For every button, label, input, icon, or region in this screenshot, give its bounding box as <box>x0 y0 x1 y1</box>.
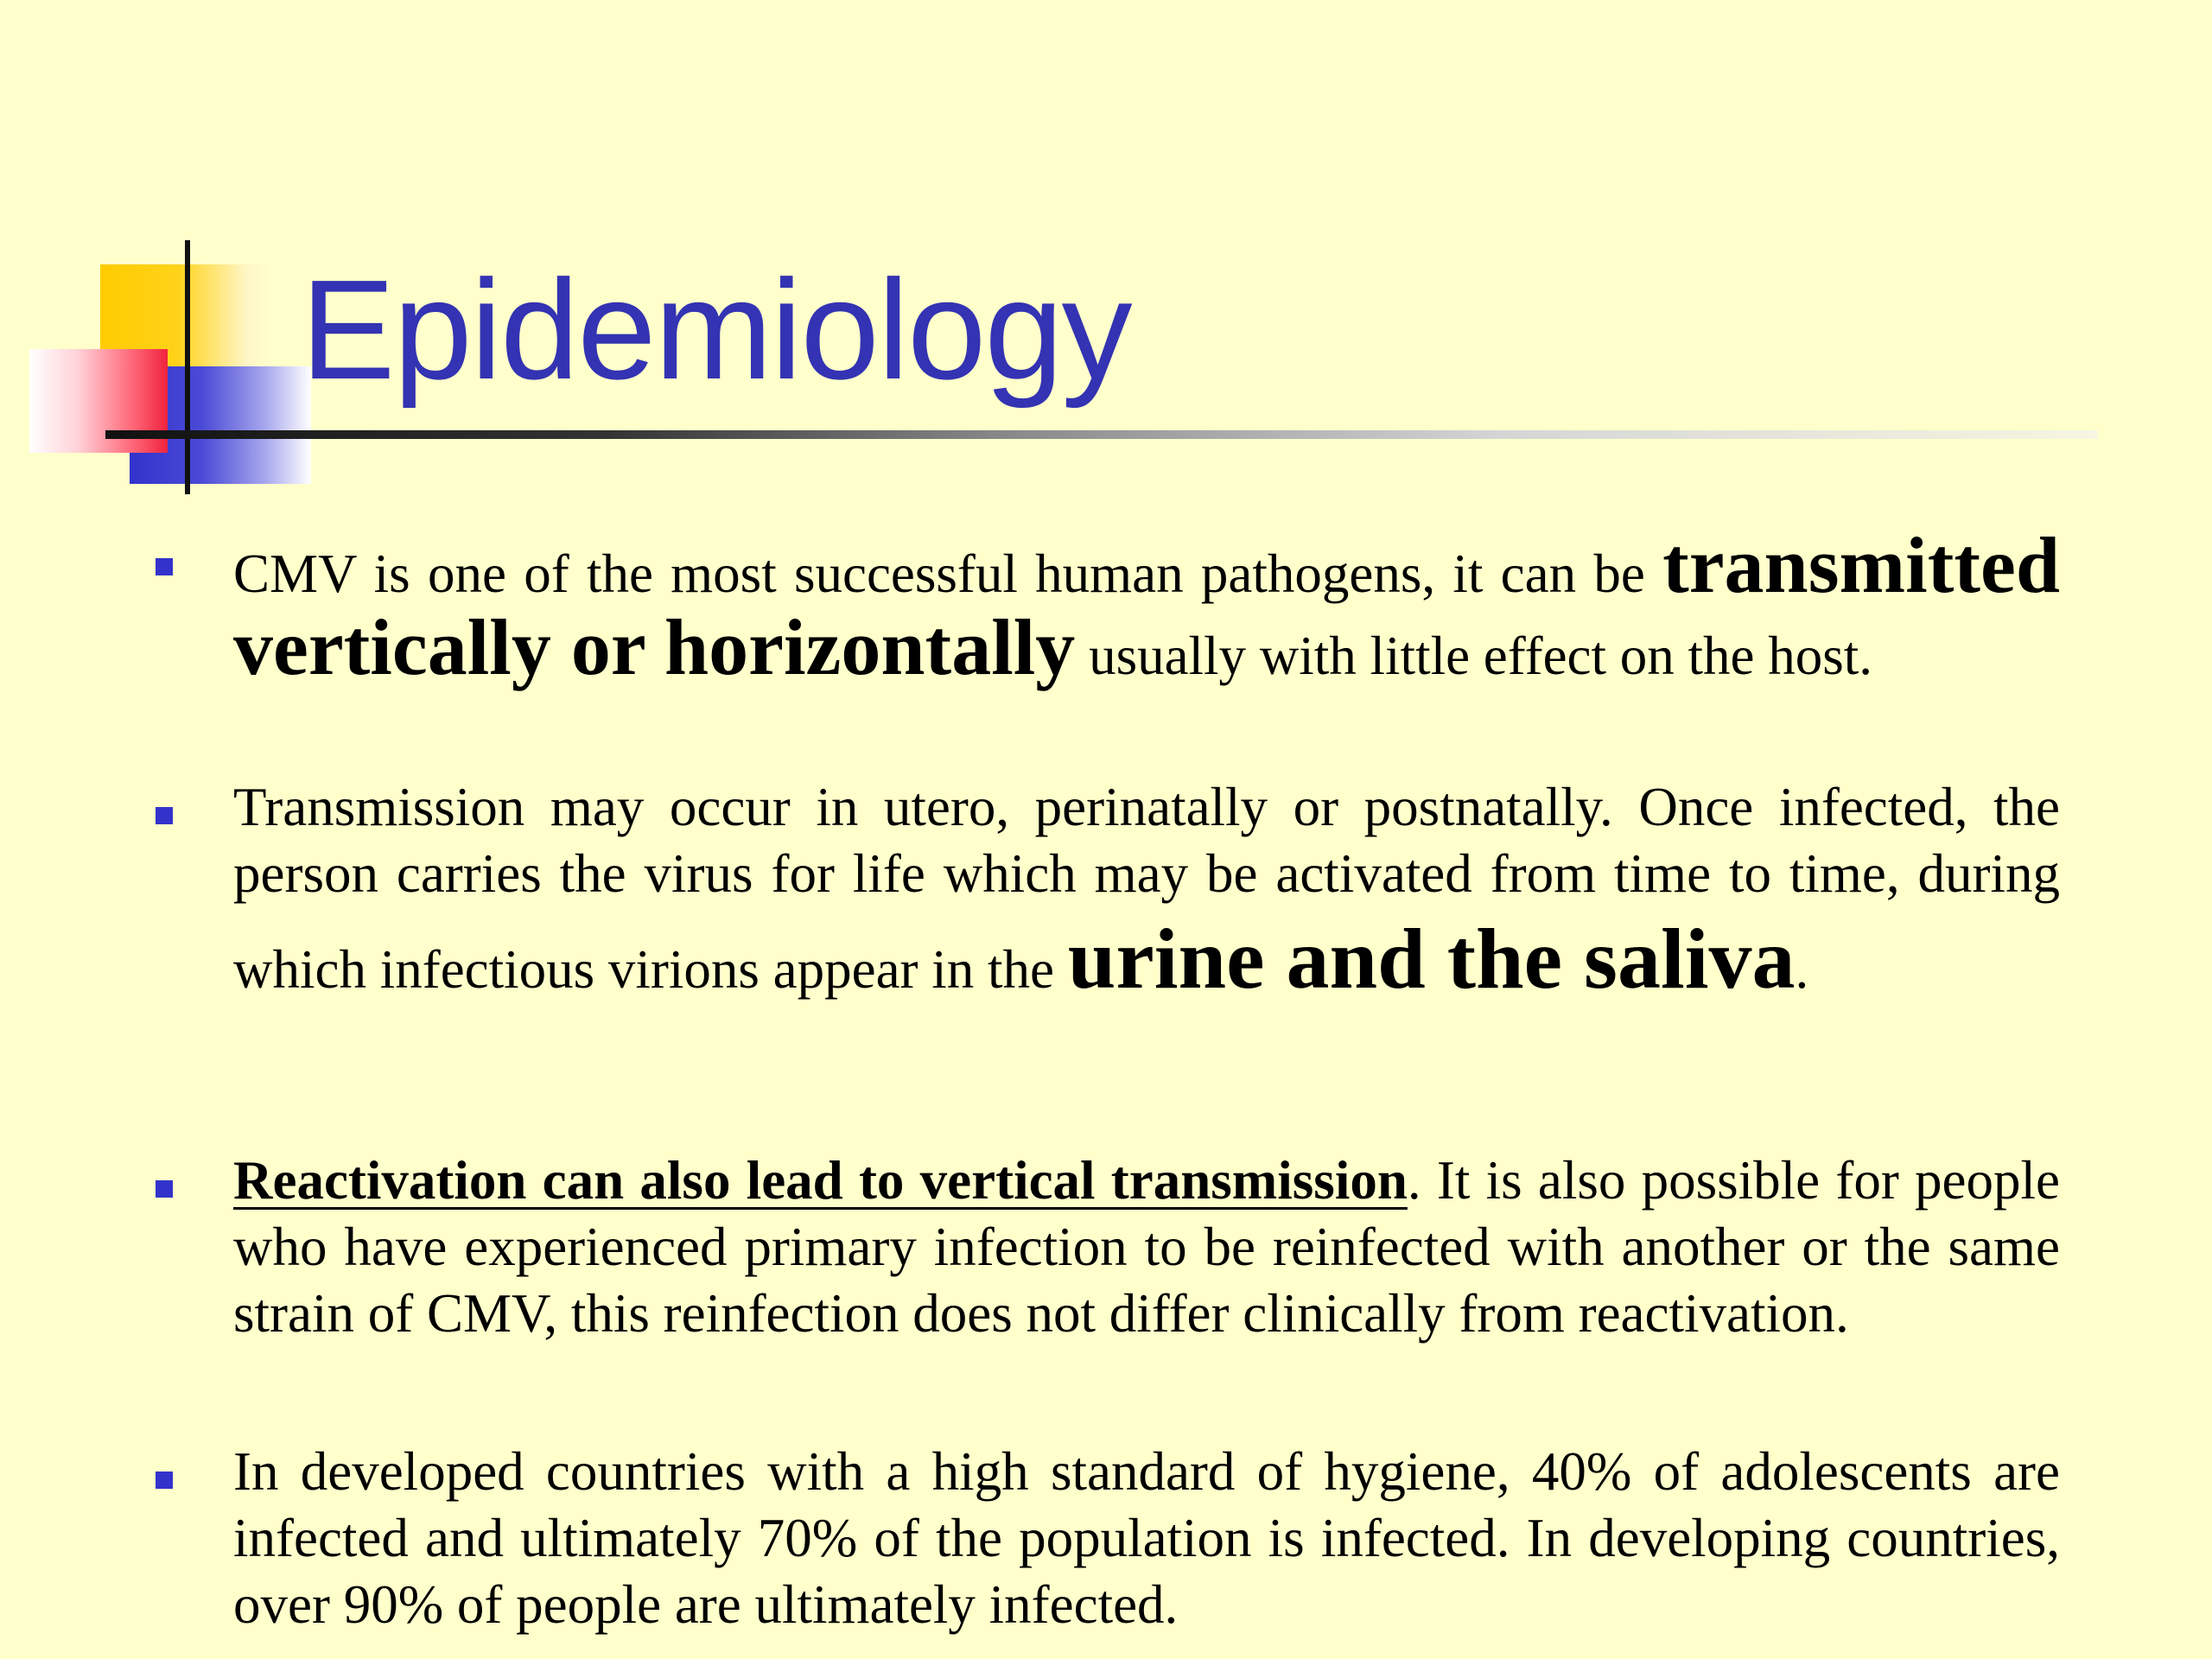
bullet-emphasis: Reactivation can also lead to vertical transmission <box>233 1150 1408 1211</box>
bullet-item <box>233 1147 2060 1347</box>
title-underline-rule <box>105 430 2098 439</box>
bullet-text: In developed countries with a high standard of hygiene, 40% of adolescents are infected and ultimately 70% of the population is infected. In developing countries, over 90% of people are ultimately infected. <box>233 1441 2060 1635</box>
bullet-item <box>233 774 2060 1011</box>
bullet-item <box>233 1439 2060 1638</box>
decor-vertical-line <box>185 240 190 494</box>
square-bullet-icon <box>156 1471 173 1489</box>
bullet-text: . <box>1795 939 1809 1000</box>
slide-title: Epidemiology <box>301 251 1131 409</box>
square-bullet-icon <box>156 1180 173 1198</box>
bullet-text: Transmission may occur in utero, perinatally or postnatally. Once infected, the person carries the virus for life which may be activated from time to time, during which infectious virions appear in the <box>233 777 2060 1000</box>
square-bullet-icon <box>156 807 173 824</box>
bullet-text: CMV is one of the most successful human pathogens, it can be <box>233 543 1663 604</box>
bullet-text: usually with little effect on the host. <box>1075 626 1872 686</box>
bullet-emphasis: transmitted vertically or horizontally <box>233 521 2060 691</box>
bullet-text: . It is also possible for people who have experienced primary infection to be reinfected with another or the same strain of CMV, this reinfection does not differ clinically from reactivation. <box>233 1150 2060 1344</box>
bullet-emphasis: urine and the saliva <box>1067 911 1796 1007</box>
bullet-item <box>233 521 2060 691</box>
square-bullet-icon <box>156 558 173 575</box>
